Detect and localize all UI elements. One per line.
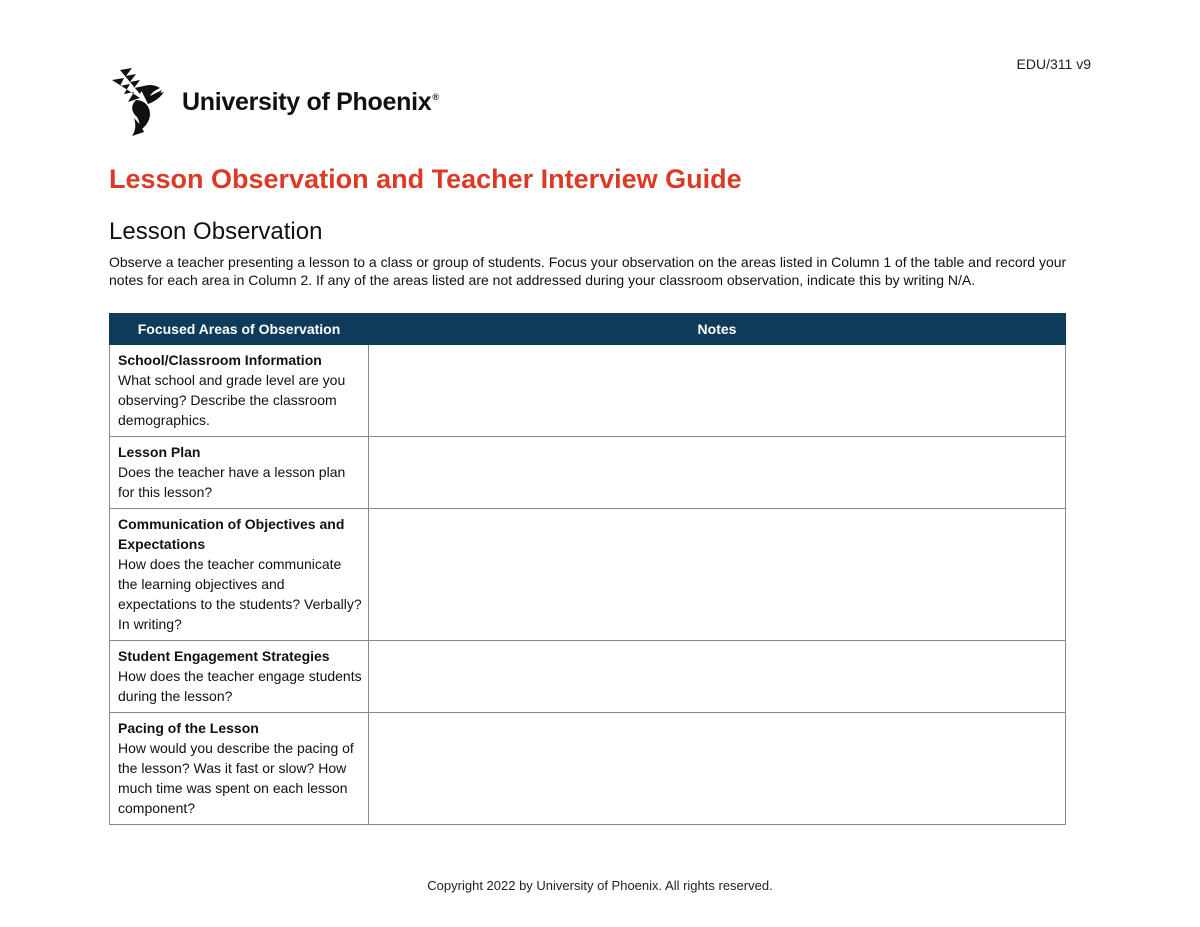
area-description: Does the teacher have a lesson plan for this lesson? bbox=[118, 464, 346, 500]
area-title: Student Engagement Strategies bbox=[118, 648, 330, 664]
notes-cell[interactable] bbox=[369, 345, 1066, 437]
area-description: How does the teacher communicate the learning objectives and expectations to the students? Verbally? In writing? bbox=[118, 556, 362, 632]
area-title: Pacing of the Lesson bbox=[118, 720, 259, 736]
table-header-row bbox=[110, 314, 1066, 345]
table-row bbox=[110, 509, 1066, 641]
table-row bbox=[110, 437, 1066, 509]
area-title: School/Classroom Information bbox=[118, 352, 322, 368]
table-row bbox=[110, 713, 1066, 825]
area-title: Lesson Plan bbox=[118, 444, 201, 460]
copyright-footer: Copyright 2022 by University of Phoenix. All rights reserved. bbox=[427, 878, 773, 893]
area-cell bbox=[110, 641, 369, 713]
area-title: Communication of Objectives and Expectations bbox=[118, 516, 345, 552]
area-cell bbox=[110, 713, 369, 825]
document-title: Lesson Observation and Teacher Interview Guide bbox=[109, 164, 742, 194]
area-cell bbox=[110, 437, 369, 509]
area-description: How does the teacher engage students during the lesson? bbox=[118, 668, 362, 704]
phoenix-bird-icon bbox=[110, 66, 174, 138]
area-cell bbox=[110, 509, 369, 641]
column-header-notes: Notes bbox=[369, 314, 1066, 345]
column-header-focused-areas: Focused Areas of Observation bbox=[110, 314, 369, 345]
observation-table bbox=[109, 313, 1066, 825]
course-code: EDU/311 v9 bbox=[1016, 56, 1091, 72]
notes-cell[interactable] bbox=[369, 713, 1066, 825]
table-row bbox=[110, 345, 1066, 437]
area-description: What school and grade level are you observing? Describe the classroom demographics. bbox=[118, 372, 346, 428]
area-description: How would you describe the pacing of the lesson? Was it fast or slow? How much time was spent on each lesson component? bbox=[118, 740, 354, 816]
intro-paragraph: Observe a teacher presenting a lesson to a class or group of students. Focus your observation on the areas listed in Column 1 of the table and record your notes for each area in Column 2. If any of the areas listed are not addressed during your classroom observation, indicate this by writing N/A. bbox=[109, 254, 1067, 288]
notes-cell[interactable] bbox=[369, 509, 1066, 641]
university-logo bbox=[110, 66, 439, 138]
area-cell bbox=[110, 345, 369, 437]
logo-wordmark: University of Phoenix® bbox=[182, 87, 439, 116]
section-title: Lesson Observation bbox=[109, 218, 323, 245]
notes-cell[interactable] bbox=[369, 437, 1066, 509]
table-row bbox=[110, 641, 1066, 713]
notes-cell[interactable] bbox=[369, 641, 1066, 713]
